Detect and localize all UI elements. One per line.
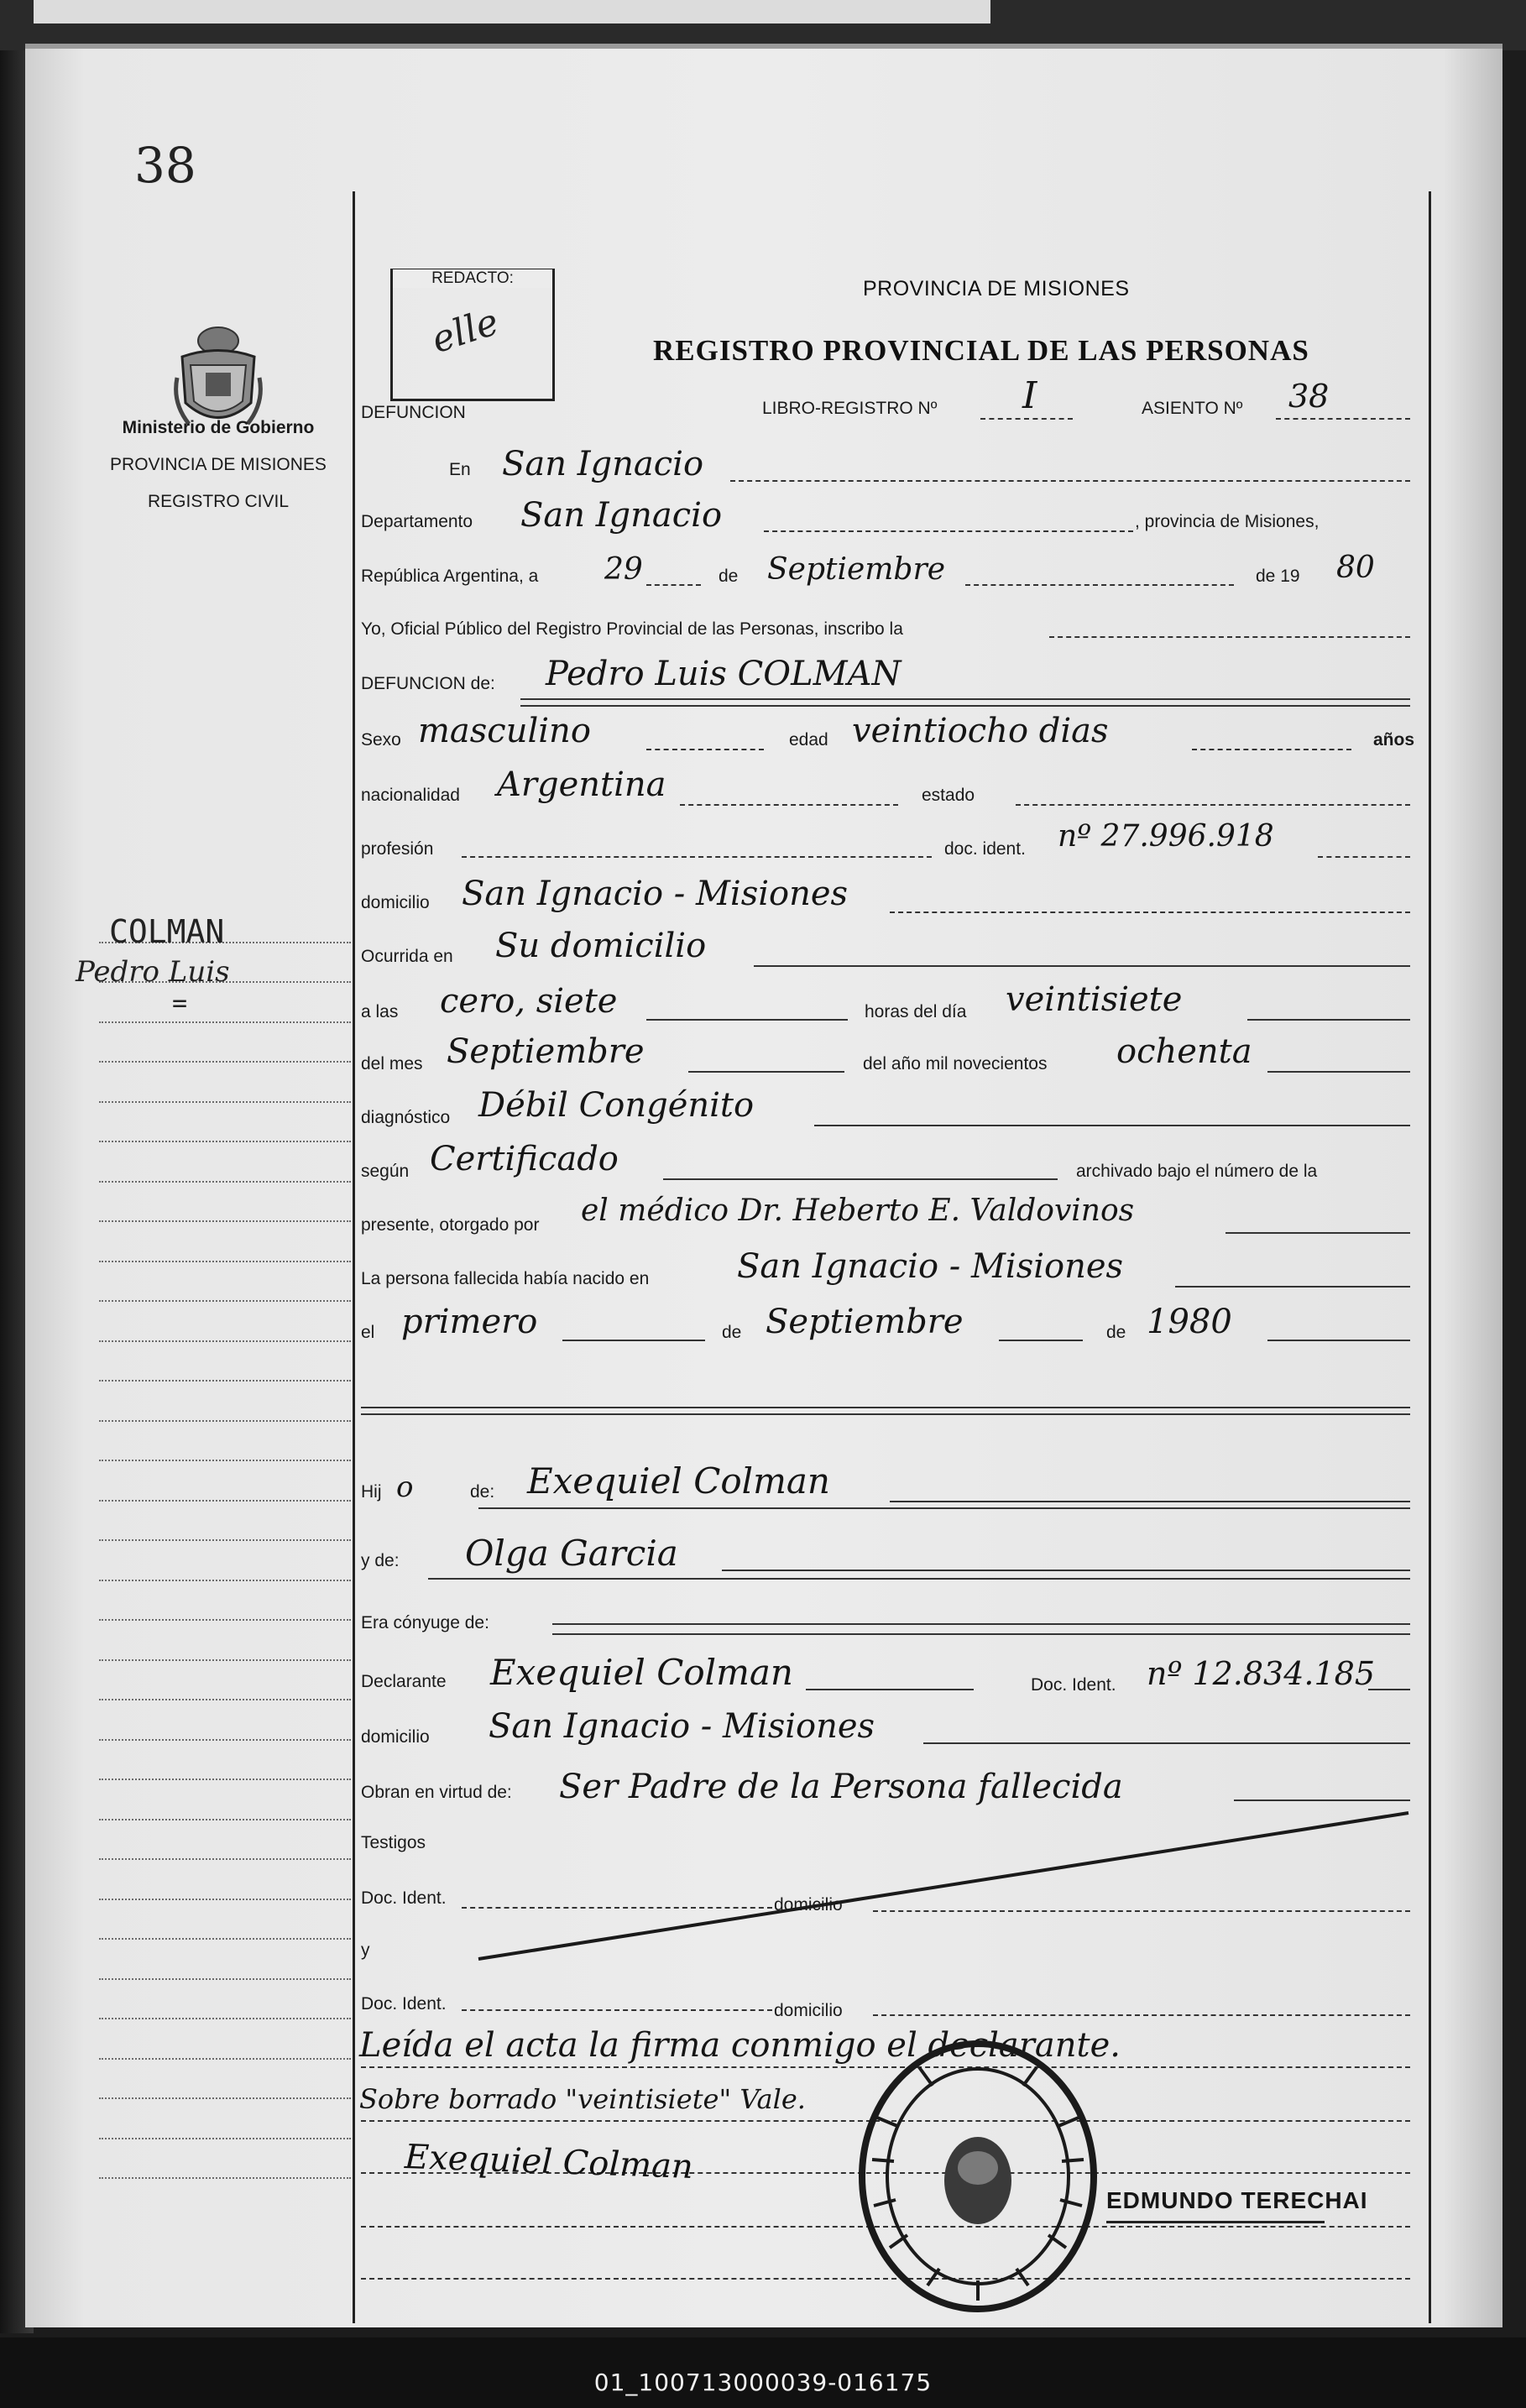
mes-value: Septiembre: [447, 1032, 645, 1071]
birth-day: primero: [401, 1303, 538, 1341]
alas-label: a las: [361, 1002, 399, 1021]
redacto-initials: elle: [426, 300, 504, 363]
testigo1-doc-label: Doc. Ident.: [361, 1888, 447, 1908]
el-label: el: [361, 1323, 375, 1342]
sexo-label: Sexo: [361, 730, 401, 750]
ministry-registry-label: REGISTRO CIVIL: [147, 492, 290, 511]
year-value: 80: [1336, 551, 1375, 585]
en-value: San Ignacio: [502, 445, 704, 483]
anos-label: años: [1373, 730, 1415, 750]
obran-value: Ser Padre de la Persona fallecida: [559, 1768, 1123, 1806]
declarante-domicilio-label: domicilio: [361, 1727, 430, 1747]
en-label: En: [449, 460, 471, 479]
edad-label: edad: [789, 730, 828, 750]
redacto-label: REDACTO:: [393, 269, 552, 288]
father-name: Exequiel Colman: [527, 1460, 830, 1502]
nacionalidad-label: nacionalidad: [361, 786, 460, 805]
segun-value: Certificado: [430, 1140, 619, 1178]
header-province: PROVINCIA DE MISIONES: [863, 277, 1130, 300]
oficial-text: Yo, Oficial Público del Registro Provincial de las Personas, inscribo la: [361, 619, 903, 639]
domicilio-label: domicilio: [361, 893, 430, 912]
month-value: Septiembre: [767, 552, 945, 587]
declarante-domicilio-value: San Ignacio - Misiones: [489, 1707, 875, 1746]
libro-label: LIBRO-REGISTRO Nº: [762, 399, 938, 418]
birth-month: Septiembre: [766, 1303, 964, 1341]
anio-value: ochenta: [1116, 1032, 1252, 1071]
previous-page-edge: [34, 0, 990, 24]
obran-label: Obran en virtud de:: [361, 1783, 512, 1802]
presente-value: el médico Dr. Heberto E. Valdovinos: [581, 1194, 1135, 1228]
asiento-label: ASIENTO Nº: [1142, 399, 1243, 418]
sexo-value: masculino: [418, 712, 591, 750]
estado-label: estado: [922, 786, 975, 805]
departamento-label: Departamento: [361, 512, 473, 531]
edad-value: veintiocho dias: [852, 712, 1109, 750]
libro-value: I: [1022, 374, 1037, 417]
presente-label: presente, otorgado por: [361, 1215, 540, 1235]
republica-label: República Argentina, a: [361, 567, 539, 586]
parent-de-label: de:: [470, 1482, 495, 1502]
act-type-label: DEFUNCION: [361, 403, 466, 422]
declarante-signature: Exequiel Colman: [404, 2138, 694, 2186]
closing-line-1: Leída el acta la firma conmigo el declarante.: [359, 2026, 1121, 2065]
testigos-label: Testigos: [361, 1833, 426, 1852]
page-number: 38: [134, 137, 196, 194]
birth-de2-label: de: [1106, 1323, 1126, 1342]
margin-surname: COLMAN: [109, 913, 225, 950]
officer-name-stamp: [1106, 2187, 1368, 2223]
diagnostico-label: diagnóstico: [361, 1108, 451, 1127]
register-page: [25, 44, 1502, 2327]
margin-given-names: Pedro Luis: [76, 955, 230, 989]
testigo2-doc-label: Doc. Ident.: [361, 1994, 447, 2014]
anio-label: del año mil novecientos: [863, 1054, 1048, 1073]
officer-name: EDMUNDO TERECHAI: [1106, 2187, 1368, 2213]
departamento-value: San Ignacio: [520, 496, 723, 535]
scan-top-edge: [0, 0, 1526, 50]
official-seal: [852, 2034, 1104, 2323]
mother-de-label: y de:: [361, 1551, 400, 1570]
birth-year: 1980: [1147, 1303, 1232, 1341]
diagnostico-value: Débil Congénito: [478, 1086, 755, 1125]
birth-de-label: de: [722, 1323, 742, 1342]
date-de-label: de: [719, 567, 739, 586]
file-code: 01_100713000039-016175: [593, 2369, 933, 2396]
segun-label: según: [361, 1162, 410, 1181]
testigos-cancel-stroke: [25, 49, 1502, 2327]
ministry-province-label: PROVINCIA DE MISIONES: [110, 455, 327, 474]
hijo-suffix: o: [396, 1470, 414, 1504]
horas-value: veintisiete: [1006, 980, 1183, 1019]
asiento-value: 38: [1288, 378, 1330, 415]
testigo2-domicilio-label: domicilio: [774, 2001, 843, 2020]
declarante-value: Exequiel Colman: [490, 1652, 793, 1693]
y-label: y: [361, 1941, 370, 1960]
day-value: 29: [604, 552, 643, 587]
mother-name: Olga Garcia: [465, 1533, 678, 1574]
domicilio-value: San Ignacio - Misiones: [462, 875, 849, 913]
doc-value: nº 27.996.918: [1058, 819, 1274, 854]
archivado-label: archivado bajo el número de la: [1076, 1162, 1318, 1181]
conyuge-label: Era cónyuge de:: [361, 1613, 489, 1632]
declarante-doc-label: Doc. Ident.: [1031, 1675, 1116, 1695]
registry-title: REGISTRO PROVINCIAL DE LAS PERSONAS: [653, 334, 1309, 367]
ministry-label: Ministerio de Gobierno: [122, 418, 315, 437]
profesion-label: profesión: [361, 839, 434, 859]
declarante-doc-value: nº 12.834.185: [1147, 1655, 1375, 1692]
stamp-underline: [1106, 2221, 1325, 2223]
testigo1-domicilio-label: domicilio: [774, 1895, 843, 1914]
doc-label: doc. ident.: [944, 839, 1026, 859]
provincia-suffix: , provincia de Misiones,: [1135, 512, 1320, 531]
closing-line-2: Sobre borrado "veintisiete" Vale.: [359, 2083, 806, 2115]
nacido-value: San Ignacio - Misiones: [737, 1247, 1124, 1286]
hijo-label: Hij: [361, 1482, 382, 1502]
margin-mark: =: [172, 989, 188, 1018]
ocurrida-value: Su domicilio: [495, 927, 707, 965]
ocurrida-label: Ocurrida en: [361, 947, 453, 966]
declarante-label: Declarante: [361, 1672, 447, 1691]
horas-label: horas del día: [865, 1002, 967, 1021]
year-prefix: de 19: [1256, 567, 1300, 586]
nacionalidad-value: Argentina: [497, 765, 666, 804]
deceased-name: Pedro Luis COLMAN: [546, 655, 901, 693]
nacido-label: La persona fallecida había nacido en: [361, 1269, 650, 1288]
defuncion-label: DEFUNCION de:: [361, 674, 495, 693]
mes-label: del mes: [361, 1054, 423, 1073]
alas-value: cero, siete: [440, 982, 618, 1021]
